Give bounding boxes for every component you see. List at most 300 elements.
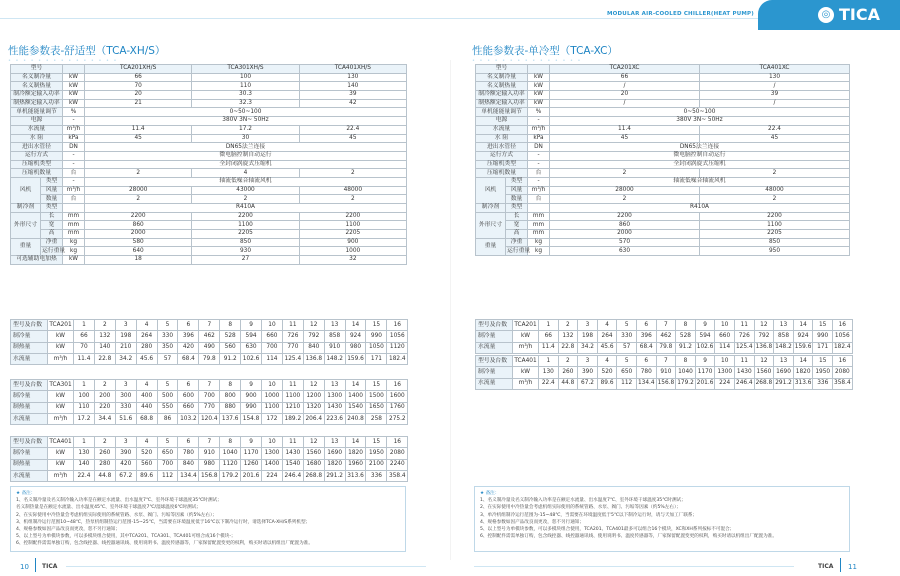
- matrix-value: 1560: [303, 448, 324, 459]
- matrix-row-unit: kW: [48, 459, 74, 470]
- matrix-value: 1690: [774, 367, 794, 378]
- matrix-row: [11, 391, 408, 402]
- spec-value: 850: [192, 238, 299, 247]
- note-line: 5、以上型号为单模块参数，可以多模块组合使用，TCA201、TCA401最多可以组合16个模块，XC和XH系列按标不可混合；: [480, 527, 735, 533]
- matrix-row-unit: m³/h: [48, 353, 74, 364]
- spec-row: [476, 125, 850, 134]
- spec-unit: kW: [528, 91, 550, 100]
- matrix-unit-count: 13: [774, 356, 794, 367]
- header-subtitle: MODULAR AIR-COOLED CHILLER(HEAT PUMP): [606, 11, 754, 17]
- spec-unit: mm: [528, 212, 550, 221]
- matrix-value: 2240: [387, 459, 408, 470]
- spec-row: [11, 160, 407, 169]
- matrix-header-label: 型号及台数: [476, 356, 513, 367]
- spec-value: 2200: [299, 212, 406, 221]
- matrix-value: 924: [345, 331, 366, 342]
- matrix-value: 560: [136, 459, 157, 470]
- matrix-value: 102.6: [241, 353, 262, 364]
- spec-group-label: 重量: [476, 238, 506, 255]
- matrix-model-name: TCA201: [48, 320, 74, 331]
- spec-row: [476, 230, 850, 239]
- matrix-row-unit: m³/h: [513, 342, 539, 353]
- matrix-value: 189.2: [282, 413, 303, 424]
- matrix-value: 1430: [735, 367, 755, 378]
- matrix-unit-count: 1: [74, 320, 95, 331]
- matrix-model-name: TCA401: [513, 356, 539, 367]
- matrix-value: 134.4: [178, 470, 199, 481]
- spec-value: 43000: [192, 186, 299, 195]
- matrix-value: 1100: [282, 391, 303, 402]
- spec-sub-label: 净重: [506, 238, 528, 247]
- matrix-row-label: 制冷量: [11, 448, 48, 459]
- spec-value: 45: [85, 134, 192, 143]
- matrix-value: 990: [241, 402, 262, 413]
- spec-sub-label: 类型: [41, 177, 63, 186]
- matrix-value: 1600: [387, 391, 408, 402]
- unit-count-matrix: [10, 436, 408, 482]
- spec-value: 630: [550, 247, 700, 256]
- spec-label: 进出水管径: [11, 143, 63, 152]
- note-line: 1、名义制冷量及名义制冷输入功率是在额定水流量、出水温度7℃、室外环境干球温度35℃时测试；: [16, 498, 222, 504]
- matrix-value: 156.8: [199, 470, 220, 481]
- matrix-model-name: TCA201: [513, 320, 539, 331]
- matrix-value: 171: [813, 342, 833, 353]
- matrix-value: 792: [303, 331, 324, 342]
- right-footer-brand: TICA: [818, 563, 834, 570]
- matrix-value: 268.8: [754, 378, 774, 389]
- title-dots: • • • • • • • • • • • • • • •: [472, 58, 582, 64]
- spec-row: [476, 169, 850, 178]
- matrix-value: 858: [774, 331, 794, 342]
- page-header: [0, 0, 900, 30]
- left-title-text: 性能参数表-舒适型（TCA-XH/S）: [8, 45, 166, 57]
- matrix-unit-count: 10: [262, 320, 283, 331]
- matrix-row: [476, 378, 853, 389]
- matrix-value: 100: [74, 391, 95, 402]
- matrix-unit-count: 9: [695, 320, 715, 331]
- spec-value: 2: [550, 195, 700, 204]
- right-footer-rule: [474, 566, 794, 567]
- left-footer-bar: [35, 558, 36, 572]
- spec-unit: m³/h: [528, 125, 550, 134]
- matrix-row-unit: m³/h: [48, 470, 74, 481]
- matrix-value: 102.6: [695, 342, 715, 353]
- matrix-value: 1820: [345, 448, 366, 459]
- spec-label: 水 阻: [11, 134, 63, 143]
- matrix-value: 900: [241, 391, 262, 402]
- spec-value: 2: [192, 195, 299, 204]
- matrix-value: 275.2: [387, 413, 408, 424]
- header-logo-bar: [758, 0, 900, 30]
- spec-row: [11, 143, 407, 152]
- spec-row: [11, 247, 407, 256]
- spec-sub-label: 数量: [41, 195, 63, 204]
- matrix-value: 140: [94, 342, 115, 353]
- spec-unit: mm: [63, 212, 85, 221]
- matrix-value: 980: [199, 459, 220, 470]
- matrix-model-name: TCA301: [48, 380, 74, 391]
- spec-unit: DN: [63, 143, 85, 152]
- spec-unit: -: [528, 117, 550, 126]
- spec-unit: -: [528, 177, 550, 186]
- spec-row: [11, 256, 407, 265]
- matrix-value: 910: [199, 448, 220, 459]
- spec-value: 110: [192, 82, 299, 91]
- spec-value: 39: [299, 91, 406, 100]
- spec-unit: 台: [528, 195, 550, 204]
- spec-sub-label: 类型: [506, 177, 528, 186]
- matrix-unit-count: 2: [558, 356, 578, 367]
- matrix-value: 89.6: [597, 378, 617, 389]
- matrix-value: 350: [157, 342, 178, 353]
- spec-value: 2000: [85, 230, 192, 239]
- spec-label: 运行方式: [11, 151, 63, 160]
- matrix-value: 1300: [324, 391, 345, 402]
- matrix-row: [11, 331, 408, 342]
- spec-value-span: R410A: [550, 204, 850, 213]
- matrix-row: [11, 459, 408, 470]
- matrix-unit-count: 6: [636, 356, 656, 367]
- spec-unit: kW: [63, 99, 85, 108]
- matrix-value: 1170: [695, 367, 715, 378]
- matrix-value: 858: [324, 331, 345, 342]
- title-dots: • • • • • • • • • • • • • • •: [8, 58, 118, 64]
- spec-header-model: 型号: [11, 65, 63, 74]
- matrix-value: 313.6: [345, 470, 366, 481]
- spec-unit: kW: [528, 73, 550, 82]
- matrix-value: 1120: [387, 342, 408, 353]
- spec-label: 制热额定输入功率: [11, 99, 63, 108]
- spec-value: 22.4: [299, 125, 406, 134]
- matrix-value: 103.2: [178, 413, 199, 424]
- spec-row: [476, 99, 850, 108]
- spec-value: 28000: [550, 186, 700, 195]
- matrix-value: 210: [115, 342, 136, 353]
- matrix-row-unit: kW: [513, 367, 539, 378]
- spec-value: 45: [550, 134, 700, 143]
- matrix-value: 390: [578, 367, 598, 378]
- matrix-unit-count: 14: [793, 320, 813, 331]
- matrix-value: 1056: [832, 331, 852, 342]
- spec-label: 压缩机数量: [11, 169, 63, 178]
- matrix-value: 880: [220, 402, 241, 413]
- matrix-unit-count: 15: [366, 380, 387, 391]
- matrix-value: 86: [157, 413, 178, 424]
- note-line: 1、名义制冷量及名义制冷输入功率是在额定水流量、出水温度7℃、室外环境干球温度35℃时测试；: [480, 498, 686, 504]
- matrix-value: 1300: [262, 448, 283, 459]
- spec-label: 制冷额定输入功率: [11, 91, 63, 100]
- matrix-value: 336: [366, 470, 387, 481]
- matrix-unit-count: 4: [597, 356, 617, 367]
- spec-sub-label: 高: [506, 230, 528, 239]
- matrix-unit-count: 3: [115, 380, 136, 391]
- matrix-unit-count: 14: [345, 380, 366, 391]
- matrix-value: 70: [74, 342, 95, 353]
- matrix-value: 45.6: [597, 342, 617, 353]
- spec-label: 水流量: [476, 125, 528, 134]
- spec-unit: kPa: [528, 134, 550, 143]
- spec-value: 70: [85, 82, 192, 91]
- spec-value-span: 微电脑控制自动运行: [85, 151, 407, 160]
- spec-unit: DN: [528, 143, 550, 152]
- matrix-value: 57: [617, 342, 637, 353]
- spec-value: 2205: [299, 230, 406, 239]
- matrix-row-label: 水流量: [476, 378, 513, 389]
- matrix-unit-count: 9: [241, 380, 262, 391]
- spec-header-model: 型号: [476, 65, 528, 74]
- matrix-row: [11, 470, 408, 481]
- matrix-value: 1650: [366, 402, 387, 413]
- matrix-unit-count: 10: [262, 437, 283, 448]
- spec-label: 名义制冷量: [11, 73, 63, 82]
- spec-label: 运行方式: [476, 151, 528, 160]
- spec-value: 2: [700, 169, 850, 178]
- matrix-value: 148.2: [324, 353, 345, 364]
- matrix-value: 1430: [324, 402, 345, 413]
- matrix-unit-count: 15: [366, 437, 387, 448]
- matrix-value: 1430: [282, 448, 303, 459]
- matrix-unit-count: 12: [754, 356, 774, 367]
- spec-label: 单机能能量调节: [11, 108, 63, 117]
- spec-row: [476, 73, 850, 82]
- matrix-unit-count: 8: [676, 320, 696, 331]
- matrix-value: 1820: [793, 367, 813, 378]
- matrix-value: 132: [558, 331, 578, 342]
- note-line: 6、控制配件需需单独订购，包含线控器、线控器通讯线、使用说明书、温度传感器等，厂家保留配置变更的权利，购买时请以机组出厂配置为准。: [16, 541, 313, 547]
- spec-value: 48000: [299, 186, 406, 195]
- spec-value: /: [700, 82, 850, 91]
- matrix-value: 1690: [324, 448, 345, 459]
- spec-row: [476, 143, 850, 152]
- matrix-unit-count: 9: [241, 437, 262, 448]
- matrix-value: 1300: [715, 367, 735, 378]
- note-line: 3、单冷机组制冷运行范围为-15~48℃，当需要在环境温度低于5℃以下制冷运行时，请与天加工厂联系；: [480, 512, 698, 518]
- spec-value: 66: [550, 73, 700, 82]
- spec-row: [11, 108, 407, 117]
- spec-value-span: 0~50~100: [550, 108, 850, 117]
- matrix-value: 1200: [303, 391, 324, 402]
- matrix-value: 2080: [833, 367, 853, 378]
- spec-value: 950: [700, 247, 850, 256]
- matrix-value: 490: [199, 342, 220, 353]
- matrix-value: 68.4: [178, 353, 199, 364]
- matrix-value: 198: [578, 331, 598, 342]
- spec-unit: kg: [63, 247, 85, 256]
- spec-row: [11, 73, 407, 82]
- matrix-value: 420: [115, 459, 136, 470]
- spec-value: 30: [192, 134, 299, 143]
- matrix-unit-count: 2: [94, 320, 115, 331]
- spec-value: 900: [299, 238, 406, 247]
- spec-value: 2200: [85, 212, 192, 221]
- spec-value: 11.4: [550, 125, 700, 134]
- spec-sub-label: 长: [41, 212, 63, 221]
- matrix-row-unit: kW: [48, 402, 74, 413]
- spec-value-span: 全封闭涡旋式压缩机: [85, 160, 407, 169]
- matrix-value: 291.2: [324, 470, 345, 481]
- matrix-value: 134.4: [636, 378, 656, 389]
- matrix-value: 51.6: [115, 413, 136, 424]
- matrix-value: 91.2: [676, 342, 696, 353]
- matrix-unit-count: 11: [282, 437, 303, 448]
- note-line: 4、规格参数如因产品改良而更改，恕不另行通知；: [480, 519, 584, 525]
- matrix-value: 1050: [366, 342, 387, 353]
- spec-sub-label: 宽: [41, 221, 63, 230]
- matrix-value: 1320: [303, 402, 324, 413]
- matrix-unit-count: 5: [157, 437, 178, 448]
- spec-value: 850: [700, 238, 850, 247]
- matrix-unit-count: 10: [262, 380, 283, 391]
- matrix-value: 650: [617, 367, 637, 378]
- matrix-row: [476, 342, 853, 353]
- spec-value: 140: [299, 82, 406, 91]
- matrix-unit-count: 9: [241, 320, 262, 331]
- matrix-row-label: 水流量: [11, 413, 48, 424]
- spec-row: [476, 247, 850, 256]
- matrix-value: 770: [282, 342, 303, 353]
- matrix-value: 462: [199, 331, 220, 342]
- matrix-unit-count: 12: [303, 320, 324, 331]
- matrix-value: 990: [813, 331, 833, 342]
- spec-unit: %: [63, 108, 85, 117]
- matrix-value: 800: [220, 391, 241, 402]
- matrix-value: 201.6: [241, 470, 262, 481]
- spec-unit: mm: [63, 230, 85, 239]
- spec-unit: [528, 204, 550, 213]
- matrix-value: 2100: [366, 459, 387, 470]
- matrix-unit-count: 5: [617, 320, 637, 331]
- matrix-value: 132: [94, 331, 115, 342]
- matrix-value: 600: [178, 391, 199, 402]
- matrix-row-unit: kW: [513, 331, 539, 342]
- spec-label: 制热额定输入功率: [476, 99, 528, 108]
- spec-unit: %: [528, 108, 550, 117]
- matrix-value: 34.2: [115, 353, 136, 364]
- spec-sub-label: 运行重量: [42, 247, 66, 254]
- matrix-value: 780: [178, 448, 199, 459]
- matrix-unit-count: 6: [178, 437, 199, 448]
- spec-unit: 台: [63, 169, 85, 178]
- matrix-value: 1500: [366, 391, 387, 402]
- matrix-unit-count: 7: [656, 320, 676, 331]
- spec-row: [11, 117, 407, 126]
- matrix-value: 240.8: [345, 413, 366, 424]
- matrix-value: 1950: [813, 367, 833, 378]
- matrix-value: 44.8: [94, 470, 115, 481]
- matrix-value: 156.8: [656, 378, 676, 389]
- matrix-value: 910: [656, 367, 676, 378]
- spec-group-label: 重量: [11, 238, 41, 255]
- spec-row: [476, 108, 850, 117]
- matrix-header-row: [476, 356, 853, 367]
- matrix-value: 220: [94, 402, 115, 413]
- spec-value: 130: [299, 73, 406, 82]
- matrix-value: 114: [262, 353, 283, 364]
- right-page-number: 11: [848, 563, 857, 571]
- matrix-value: 660: [262, 331, 283, 342]
- spec-label: 制冷额定输入功率: [476, 91, 528, 100]
- matrix-value: 462: [656, 331, 676, 342]
- spec-value: 860: [85, 221, 192, 230]
- spec-row: [476, 82, 850, 91]
- spec-value: 2: [85, 169, 192, 178]
- spec-value: /: [550, 82, 700, 91]
- matrix-value: 396: [178, 331, 199, 342]
- matrix-value: 260: [558, 367, 578, 378]
- matrix-value: 68.8: [136, 413, 157, 424]
- matrix-value: 594: [695, 331, 715, 342]
- spec-label: 名义制热量: [476, 82, 528, 91]
- matrix-row-unit: m³/h: [48, 413, 74, 424]
- matrix-value: 114: [715, 342, 735, 353]
- spec-row: [11, 238, 407, 247]
- matrix-row: [11, 342, 408, 353]
- matrix-value: 770: [199, 402, 220, 413]
- matrix-unit-count: 11: [735, 356, 755, 367]
- spec-sub-label: 运行重量: [507, 247, 531, 254]
- matrix-value: 11.4: [74, 353, 95, 364]
- matrix-unit-count: 4: [597, 320, 617, 331]
- spec-unit: kPa: [63, 134, 85, 143]
- matrix-value: 67.2: [578, 378, 598, 389]
- spec-row: [11, 125, 407, 134]
- spec-label: 名义制冷量: [476, 73, 528, 82]
- matrix-unit-count: 3: [115, 437, 136, 448]
- matrix-value: 1760: [387, 402, 408, 413]
- matrix-header-row: [11, 320, 408, 331]
- matrix-row: [11, 413, 408, 424]
- spec-sub-label: 数量: [506, 195, 528, 204]
- matrix-value: 200: [94, 391, 115, 402]
- matrix-value: 1056: [387, 331, 408, 342]
- spec-value: 28000: [85, 186, 192, 195]
- matrix-value: 990: [366, 331, 387, 342]
- spec-value: 640: [85, 247, 192, 256]
- spec-row: [11, 230, 407, 239]
- matrix-unit-count: 8: [220, 380, 241, 391]
- matrix-value: 1120: [220, 459, 241, 470]
- spec-header-model-name: TCA401XC: [700, 65, 850, 74]
- matrix-value: 110: [74, 402, 95, 413]
- spec-unit: m³/h: [63, 186, 85, 195]
- spec-sub-label: 高: [41, 230, 63, 239]
- matrix-model-name: TCA401: [48, 437, 74, 448]
- matrix-unit-count: 14: [345, 320, 366, 331]
- spec-value: 2200: [192, 212, 299, 221]
- matrix-unit-count: 2: [558, 320, 578, 331]
- matrix-unit-count: 11: [734, 320, 754, 331]
- spec-value: 21: [85, 99, 192, 108]
- matrix-unit-count: 13: [324, 437, 345, 448]
- matrix-value: 179.2: [220, 470, 241, 481]
- spec-row: [11, 151, 407, 160]
- matrix-unit-count: 5: [157, 320, 178, 331]
- spec-sub-label: 长: [506, 212, 528, 221]
- spec-value: 580: [85, 238, 192, 247]
- matrix-value: 140: [74, 459, 95, 470]
- left-page-number: 10: [20, 563, 29, 571]
- spec-sub-label: 宽: [506, 221, 528, 230]
- matrix-value: 66: [539, 331, 559, 342]
- spec-value: 45: [299, 134, 406, 143]
- matrix-value: 22.4: [539, 378, 559, 389]
- spec-header-model-name: TCA301XH/S: [192, 65, 299, 74]
- matrix-row-label: 水流量: [476, 342, 513, 353]
- left-spec-table: [10, 64, 407, 265]
- spec-value: 11.4: [85, 125, 192, 134]
- spec-row: [11, 169, 407, 178]
- matrix-value: 136.8: [303, 353, 324, 364]
